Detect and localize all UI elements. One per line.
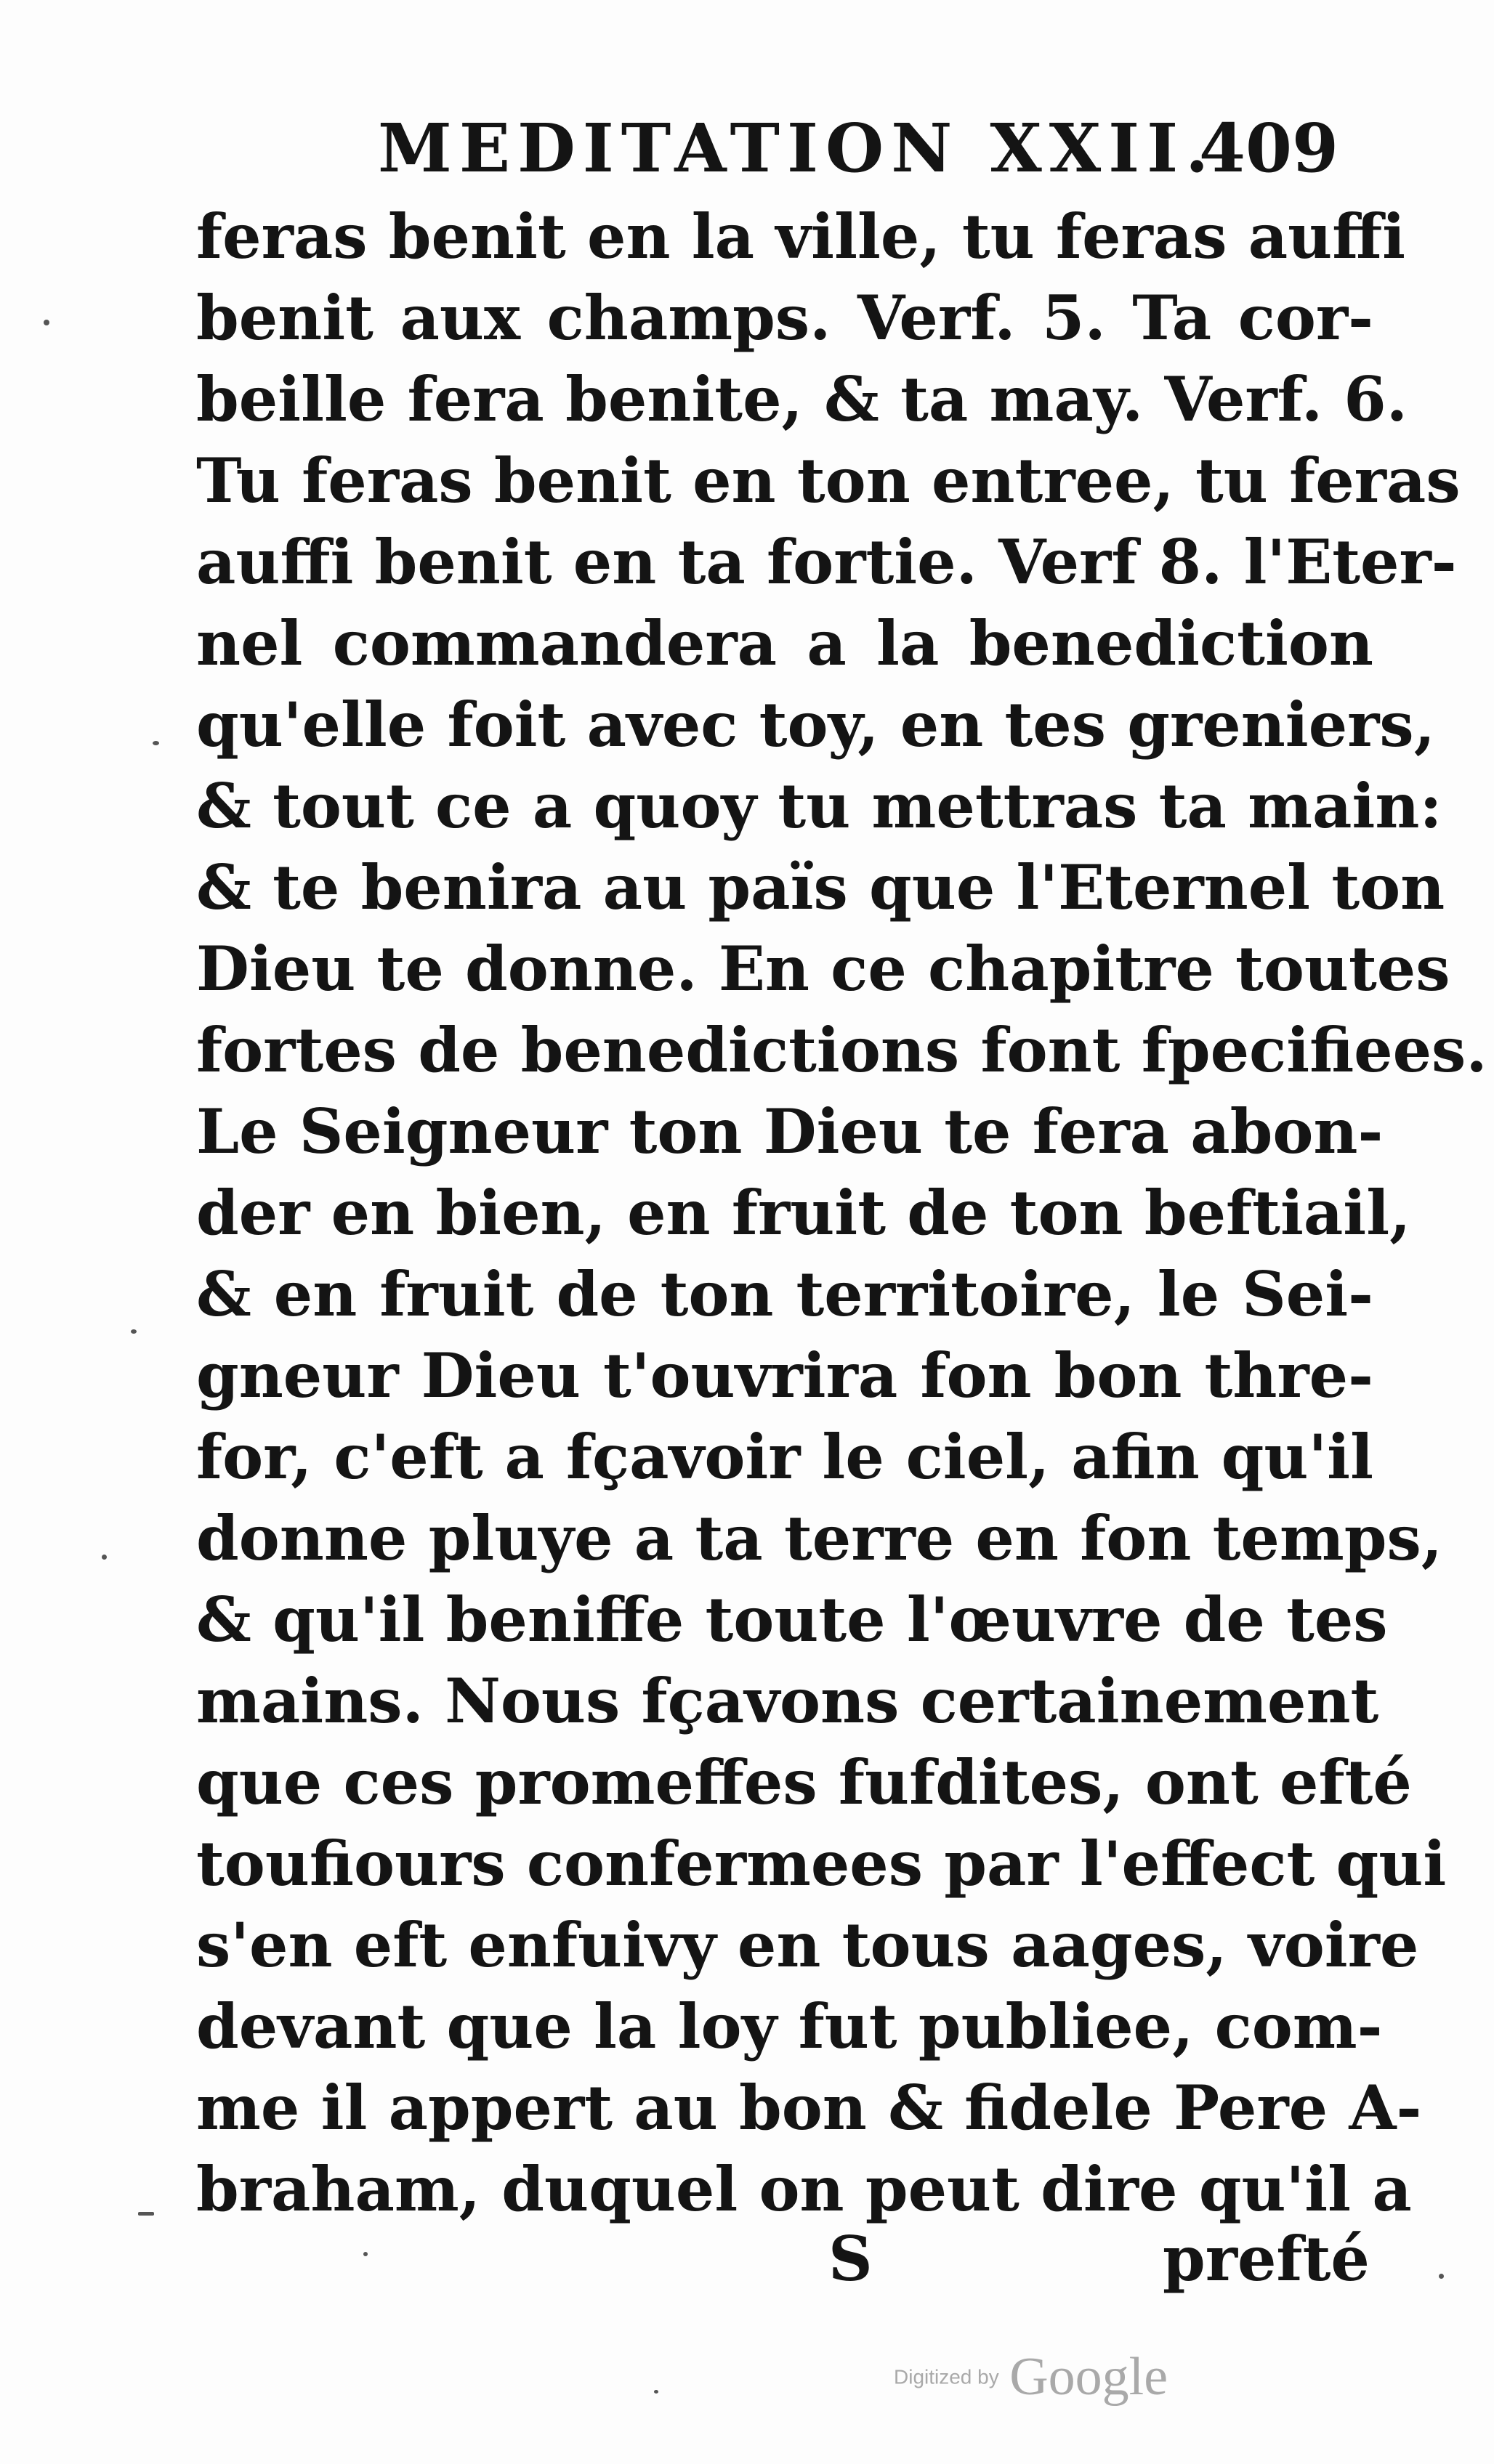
scan-speck bbox=[654, 2390, 658, 2394]
text-line: & te benira au païs que l'Eternel ton bbox=[196, 851, 1445, 923]
scan-speck bbox=[363, 2252, 368, 2256]
text-line: fortes de benedictions font fpecifiees. bbox=[196, 1014, 1487, 1086]
watermark-prefix: Digitized by bbox=[894, 2365, 999, 2388]
google-logo: Google bbox=[1009, 2347, 1168, 2407]
scan-speck bbox=[131, 1329, 137, 1334]
text-line: Dieu te donne. En ce chapitre toutes bbox=[196, 933, 1450, 1005]
text-line: beille fera benite, & ta may. Verf. 6. bbox=[196, 363, 1408, 435]
text-line: gneur Dieu t'ouvrira fon bon thre- bbox=[196, 1340, 1373, 1411]
text-line: feras benit en la ville, tu feras auffi bbox=[196, 200, 1406, 272]
text-line: Le Seigneur ton Dieu te fera abon- bbox=[196, 1095, 1384, 1167]
text-line: nel commandera a la benediction bbox=[196, 607, 1373, 679]
body-text bbox=[196, 196, 1487, 2230]
page-number: 409 bbox=[1199, 109, 1339, 187]
scan-speck bbox=[138, 2212, 154, 2216]
scan-speck bbox=[44, 320, 49, 325]
text-line: benit aux champs. Verf. 5. Ta cor- bbox=[196, 282, 1373, 354]
catchword: prefté bbox=[1163, 2223, 1370, 2295]
text-line: braham, duquel on peut dire qu'il a bbox=[196, 2153, 1412, 2225]
text-line: qu'elle foit avec toy, en tes greniers, bbox=[196, 689, 1435, 761]
signature-mark: S bbox=[828, 2223, 873, 2295]
text-line: que ces promeffes fufdites, ont efté bbox=[196, 1746, 1412, 1818]
text-line: donne pluye a ta terre en fon temps, bbox=[196, 1502, 1443, 1574]
text-line: toufiours confermees par l'effect qui bbox=[196, 1828, 1447, 1900]
digitized-watermark bbox=[894, 2346, 1168, 2408]
running-head-title: MEDITATION XXII. bbox=[378, 109, 1216, 187]
text-line: mains. Nous fçavons certainement bbox=[196, 1665, 1379, 1737]
text-line: s'en eft enfuivy en tous aages, voire bbox=[196, 1909, 1419, 1981]
text-line: for, c'eft a fçavoir le ciel, afin qu'il bbox=[196, 1421, 1373, 1493]
scan-speck bbox=[153, 741, 159, 745]
text-line: Tu feras benit en ton entree, tu feras bbox=[196, 445, 1461, 516]
text-line: der en bien, en fruit de ton beftiail, bbox=[196, 1177, 1411, 1249]
text-line: & qu'il beniffe toute l'œuvre de tes bbox=[196, 1584, 1388, 1655]
text-line: devant que la loy fut publiee, com- bbox=[196, 1990, 1383, 2062]
scan-speck bbox=[102, 1555, 107, 1560]
text-line: me il appert au bon & fidele Pere A- bbox=[196, 2072, 1422, 2144]
scan-speck bbox=[1439, 2274, 1444, 2279]
text-line: & en fruit de ton territoire, le Sei- bbox=[196, 1258, 1373, 1330]
text-line: auffi benit en ta fortie. Verf 8. l'Eter- bbox=[196, 526, 1457, 598]
text-line: & tout ce a quoy tu mettras ta main: bbox=[196, 770, 1442, 842]
